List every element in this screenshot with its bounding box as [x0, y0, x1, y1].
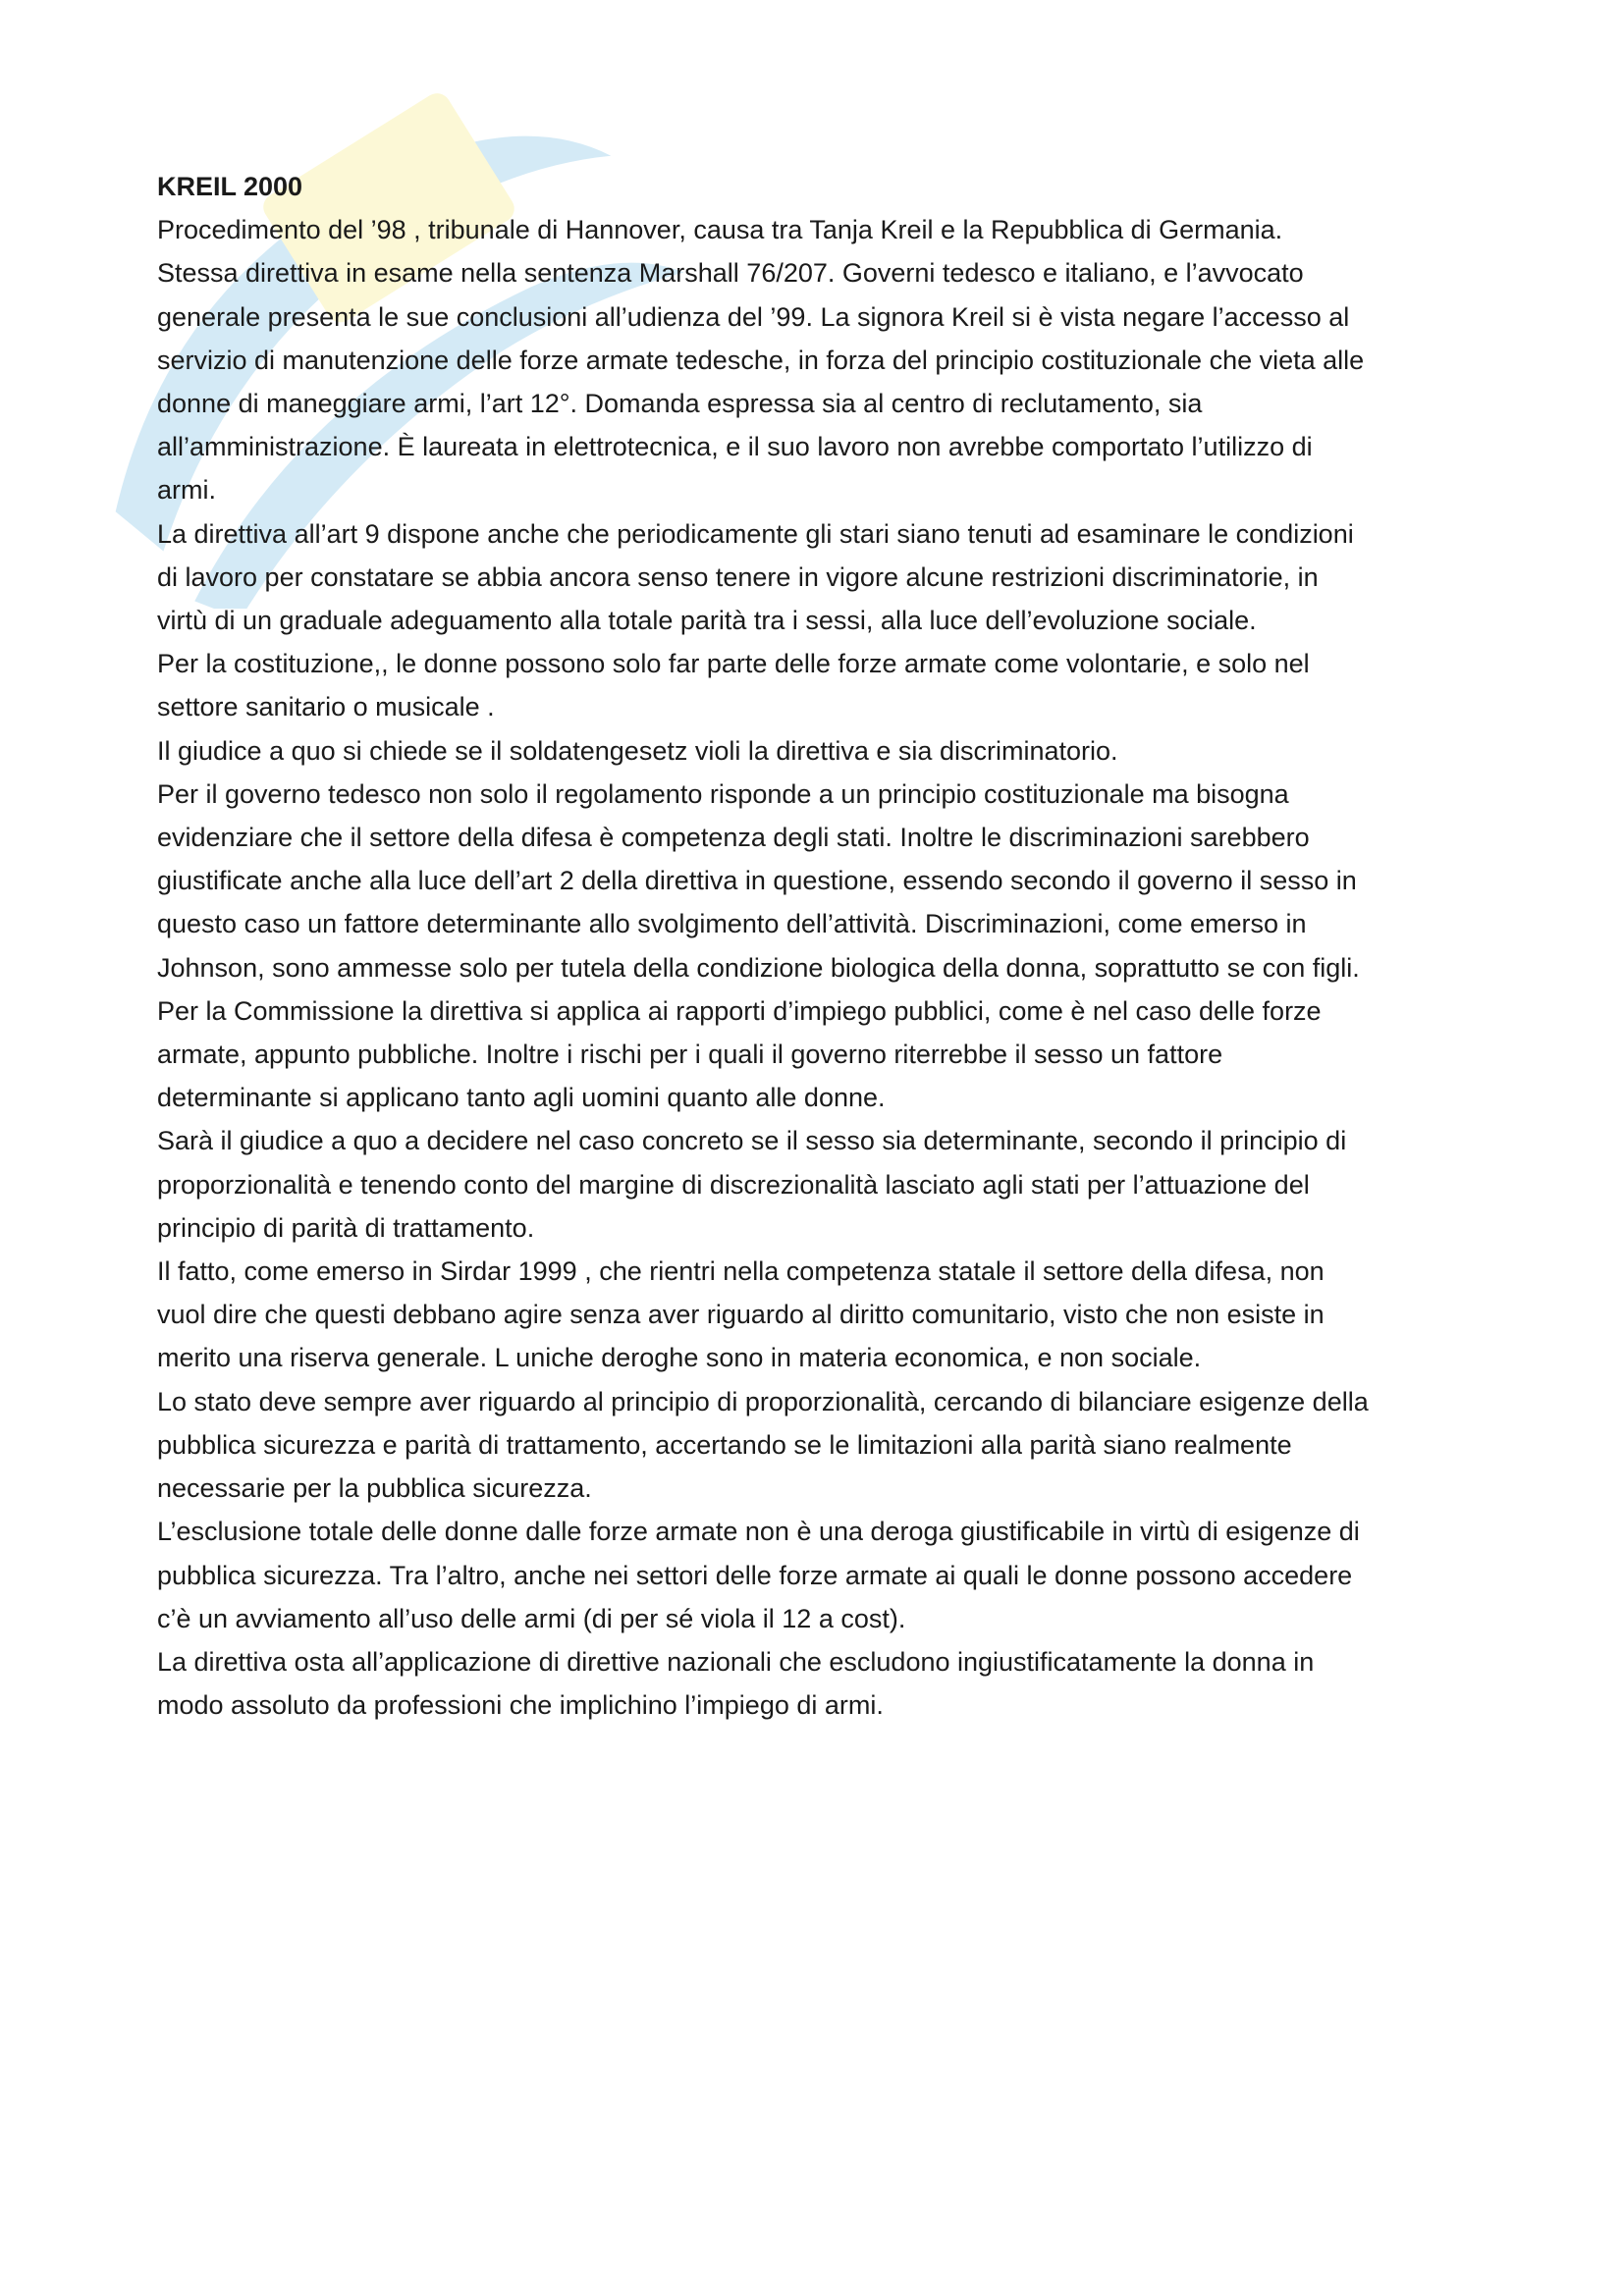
text-line: giustificate anche alla luce dell’art 2 della direttiva in questione, essendo secondo il governo il sesso in [157, 866, 1357, 896]
text-line: c’è un avviamento all’uso delle armi (di per sé viola il 12 a cost). [157, 1603, 906, 1633]
text-line: pubblica sicurezza e parità di trattamento, accertando se le limitazioni alla parità siano realmente [157, 1429, 1292, 1460]
text-line: vuol dire che questi debbano agire senza aver riguardo al diritto comunitario, visto che non esiste in [157, 1300, 1325, 1330]
document-text [157, 208, 1483, 1727]
text-line: Il giudice a quo si chiede se il soldatengesetz violi la direttiva e sia discriminatorio. [157, 735, 1118, 766]
text-line: settore sanitario o musicale . [157, 692, 495, 722]
text-line: all’amministrazione. È laureata in elettrotecnica, e il suo lavoro non avrebbe comportato l’utilizzo di [157, 432, 1313, 462]
text-line: donne di maneggiare armi, l’art 12°. Domanda espressa sia al centro di reclutamento, sia [157, 389, 1203, 419]
text-line: Lo stato deve sempre aver riguardo al principio di proporzionalità, cercando di bilanciare esigenze della [157, 1386, 1369, 1416]
text-line: determinante si applicano tanto agli uomini quanto alle donne. [157, 1083, 886, 1113]
text-line: principio di parità di trattamento. [157, 1212, 535, 1243]
text-line: evidenziare che il settore della difesa è competenza degli stati. Inoltre le discriminazioni sarebbero [157, 823, 1310, 853]
text-line: armi. [157, 475, 216, 506]
text-line: Per il governo tedesco non solo il regolamento risponde a un principio costituzionale ma bisogna [157, 778, 1289, 809]
text-line: proporzionalità e tenendo conto del margine di discrezionalità lasciato agli stati per l’attuazione del [157, 1169, 1310, 1200]
text-line: pubblica sicurezza. Tra l’altro, anche nei settori delle forze armate ai quali le donne possono accedere [157, 1560, 1353, 1590]
text-line: virtù di un graduale adeguamento alla totale parità tra i sessi, alla luce dell’evoluzione sociale. [157, 606, 1257, 636]
text-line: La direttiva all’art 9 dispone anche che periodicamente gli stari siano tenuti ad esaminare le condizioni [157, 518, 1354, 549]
text-line: di lavoro per constatare se abbia ancora senso tenere in vigore alcune restrizioni discriminatorie, in [157, 561, 1319, 592]
text-line: modo assoluto da professioni che implichino l’impiego di armi. [157, 1690, 884, 1721]
text-line: necessarie per la pubblica sicurezza. [157, 1473, 592, 1504]
text-line: Per la costituzione,, le donne possono solo far parte delle forze armate come volontarie, e solo nel [157, 649, 1310, 679]
text-line: L’esclusione totale delle donne dalle forze armate non è una deroga giustificabile in virtù di esigenze di [157, 1517, 1360, 1547]
text-line: Il fatto, come emerso in Sirdar 1999 , che rientri nella competenza statale il settore della difesa, non [157, 1256, 1325, 1287]
document-body [157, 165, 1483, 1727]
text-line: Sarà il giudice a quo a decidere nel caso concreto se il sesso sia determinante, secondo il principio di [157, 1126, 1347, 1156]
text-line: Procedimento del ’98 , tribunale di Hannover, causa tra Tanja Kreil e la Repubblica di Germania. [157, 215, 1283, 245]
text-line: armate, appunto pubbliche. Inoltre i rischi per i quali il governo riterrebbe il sesso un fattore [157, 1040, 1223, 1070]
text-line: Stessa direttiva in esame nella sentenza Marshall 76/207. Governi tedesco e italiano, e l’avvocato [157, 258, 1304, 289]
text-line: Per la Commissione la direttiva si applica ai rapporti d’impiego pubblici, come è nel caso delle forze [157, 995, 1322, 1026]
text-line: La direttiva osta all’applicazione di direttive nazionali che escludono ingiustificatamente la donna in [157, 1646, 1315, 1677]
text-line: questo caso un fattore determinante allo svolgimento dell’attività. Discriminazioni, come emerso in [157, 909, 1307, 939]
text-line: generale presenta le sue conclusioni all’udienza del ’99. La signora Kreil si è vista negare l’accesso al [157, 301, 1350, 332]
text-line: servizio di manutenzione delle forze armate tedesche, in forza del principio costituzionale che vieta alle [157, 345, 1365, 375]
text-line: merito una riserva generale. L uniche deroghe sono in materia economica, e non sociale. [157, 1343, 1202, 1373]
text-line: Johnson, sono ammesse solo per tutela della condizione biologica della donna, soprattutto se con figli. [157, 952, 1360, 983]
document-title: KREIL 2000 [157, 172, 303, 201]
